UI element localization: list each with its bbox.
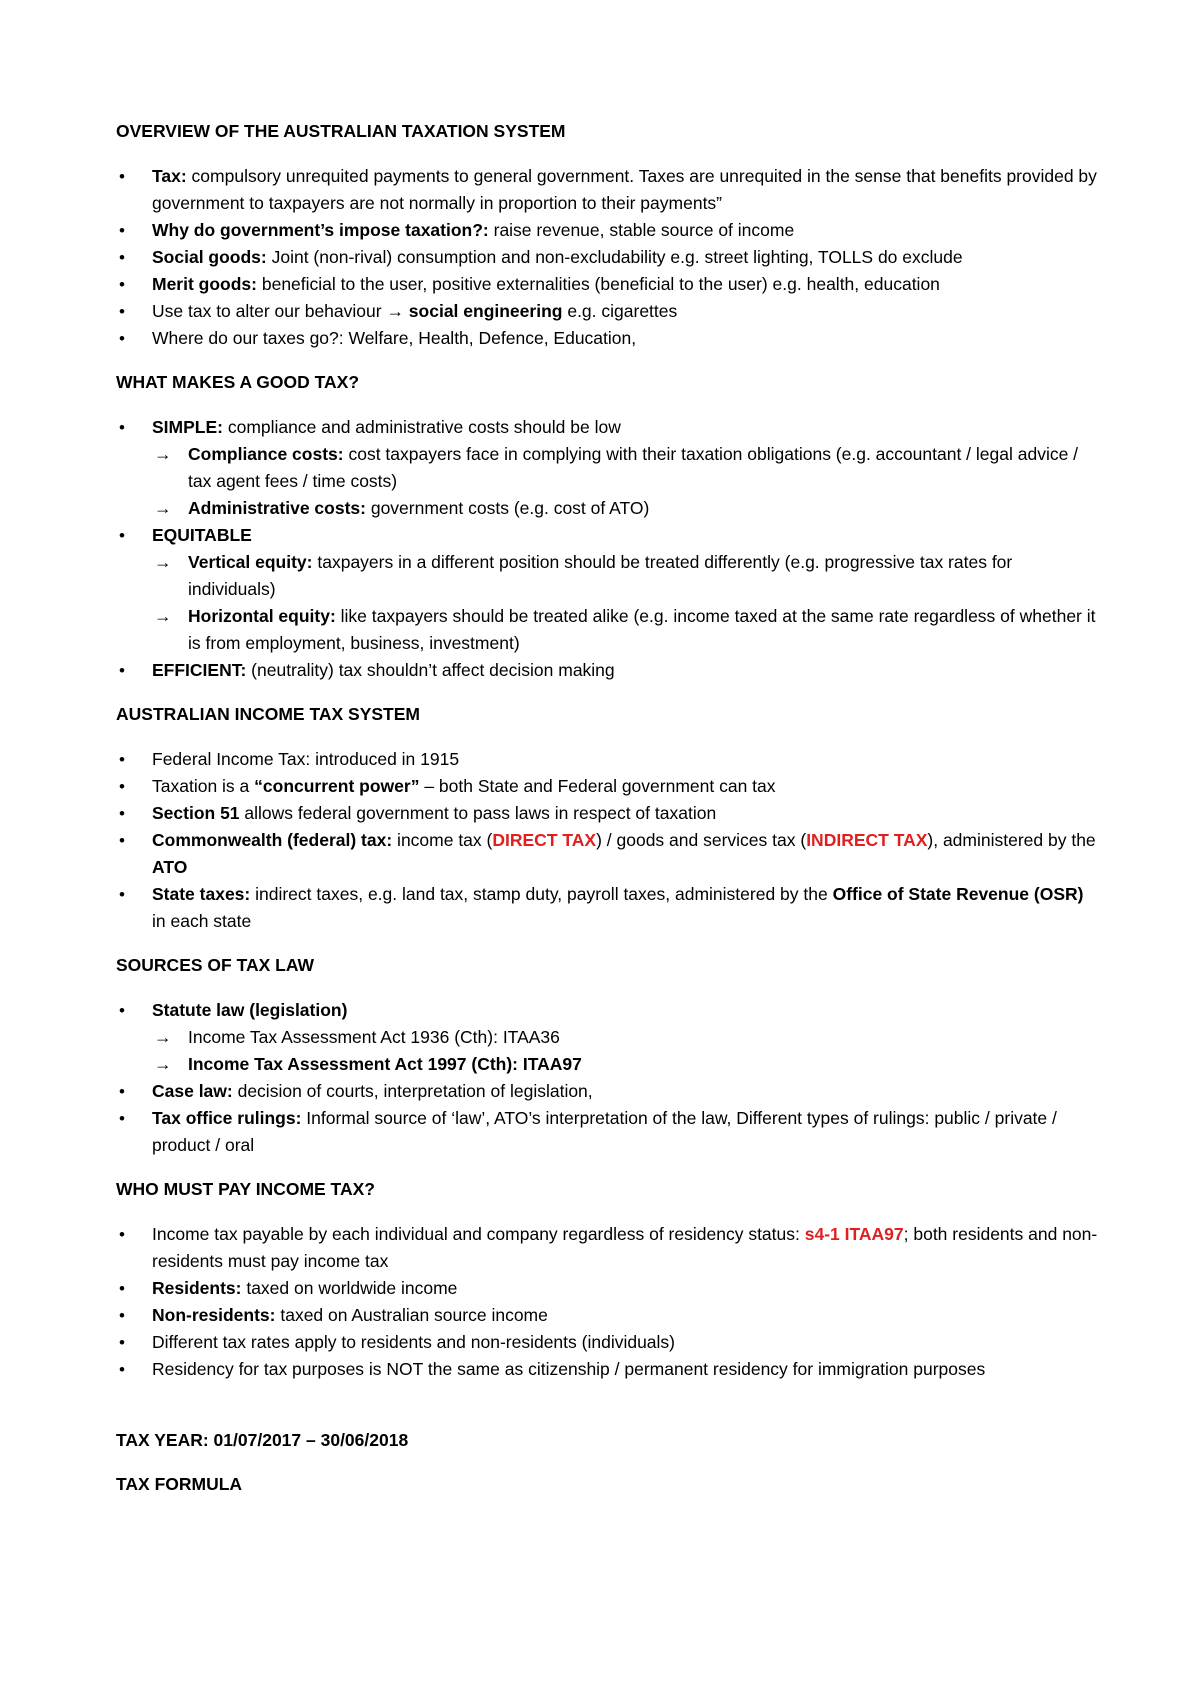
document-content [116, 118, 1101, 1498]
tax-year: TAX YEAR: 01/07/2017 – 30/06/2018 [116, 1430, 409, 1450]
list-item: • Federal Income Tax: introduced in 1915 [116, 746, 1101, 773]
list-item: • EFFICIENT: (neutrality) tax shouldn’t affect decision making [116, 657, 1101, 684]
direct-tax-label: DIRECT TAX [492, 830, 597, 850]
list-item: • Where do our taxes go?: Welfare, Health, Defence, Education, [116, 325, 1101, 352]
simple-sublist [152, 441, 1101, 522]
heading-sources: SOURCES OF TAX LAW [116, 955, 315, 975]
sub-item: → Horizontal equity: like taxpayers should be treated alike (e.g. income taxed at the same rate regardless of whether it is from employment, business, investment) [152, 603, 1101, 657]
heading-tax-formula: TAX FORMULA [116, 1474, 243, 1494]
list-item: • Non-residents: taxed on Australian source income [116, 1302, 1101, 1329]
arrow-right-icon: → [386, 301, 404, 321]
list-item: • Residents: taxed on worldwide income [116, 1275, 1101, 1302]
heading-income-tax: AUSTRALIAN INCOME TAX SYSTEM [116, 704, 420, 724]
sub-item: → Administrative costs: government costs (e.g. cost of ATO) [152, 495, 1101, 522]
sub-item: → Compliance costs: cost taxpayers face in complying with their taxation obligations (e.g. accountant / legal advice / tax agent fees / time costs) [152, 441, 1101, 495]
sub-item: → Income Tax Assessment Act 1997 (Cth): ITAA97 [152, 1051, 1101, 1078]
overview-list [116, 163, 1101, 352]
list-item: • Statute law (legislation) → Income Tax Assessment Act 1936 (Cth): ITAA36 → Income Tax Assessment Act 1997 (Cth): ITAA97 [116, 997, 1101, 1078]
list-item: • Merit goods: beneficial to the user, positive externalities (beneficial to the user) e.g. health, education [116, 271, 1101, 298]
list-item: • Section 51 allows federal government to pass laws in respect of taxation [116, 800, 1101, 827]
list-item: • Income tax payable by each individual and company regardless of residency status: s4-1 ITAA97; both residents and non-residents must pay income tax [116, 1221, 1101, 1275]
equitable-sublist [152, 549, 1101, 657]
list-item: • Tax office rulings: Informal source of ‘law’, ATO’s interpretation of the law, Different types of rulings: public / private / product / oral [116, 1105, 1101, 1159]
list-item: • Case law: decision of courts, interpretation of legislation, [116, 1078, 1101, 1105]
who-pays-list [116, 1221, 1101, 1383]
list-item: • Social goods: Joint (non-rival) consumption and non-excludability e.g. street lighting, TOLLS do exclude [116, 244, 1101, 271]
list-item: • Tax: compulsory unrequited payments to general government. Taxes are unrequited in the sense that benefits provided by government to taxpayers are not normally in proportion to their payments” [116, 163, 1101, 217]
list-item: • Why do government’s impose taxation?: raise revenue, stable source of income [116, 217, 1101, 244]
statute-sublist [152, 1024, 1101, 1078]
list-item: • Different tax rates apply to residents and non-residents (individuals) [116, 1329, 1101, 1356]
income-tax-list [116, 746, 1101, 935]
list-item: • SIMPLE: compliance and administrative costs should be low → Compliance costs: cost taxpayers face in complying with their taxation obligations (e.g. accountant / legal advice / tax agent fees / time costs) → Administrative costs: government costs (e.g. cost of ATO) [116, 414, 1101, 522]
heading-good-tax: WHAT MAKES A GOOD TAX? [116, 372, 360, 392]
list-item: • Use tax to alter our behaviour → social engineering e.g. cigarettes [116, 298, 1101, 325]
list-item: • State taxes: indirect taxes, e.g. land tax, stamp duty, payroll taxes, administered by the Office of State Revenue (OSR) in each state [116, 881, 1101, 935]
sub-item: → Vertical equity: taxpayers in a different position should be treated differently (e.g. progressive tax rates for individuals) [152, 549, 1101, 603]
sub-item: → Income Tax Assessment Act 1936 (Cth): ITAA36 [152, 1024, 1101, 1051]
good-tax-list [116, 414, 1101, 684]
list-item: • Commonwealth (federal) tax: income tax (DIRECT TAX) / goods and services tax (INDIRECT TAX), administered by the ATO [116, 827, 1101, 881]
list-item: • Taxation is a “concurrent power” – both State and Federal government can tax [116, 773, 1101, 800]
indirect-tax-label: INDIRECT TAX [806, 830, 928, 850]
sources-list [116, 997, 1101, 1159]
heading-who-pays: WHO MUST PAY INCOME TAX? [116, 1179, 375, 1199]
heading-overview: OVERVIEW OF THE AUSTRALIAN TAXATION SYSTEM [116, 121, 566, 141]
list-item: • EQUITABLE → Vertical equity: taxpayers in a different position should be treated differently (e.g. progressive tax rates for individuals) → Horizontal equity: like taxpayers should be treated alike (e.g. income taxed at the same rate regardless of whether it is from employment, business, investment) [116, 522, 1101, 657]
list-item: • Residency for tax purposes is NOT the same as citizenship / permanent residency for immigration purposes [116, 1356, 1101, 1383]
section-reference: s4-1 ITAA97 [804, 1224, 904, 1244]
